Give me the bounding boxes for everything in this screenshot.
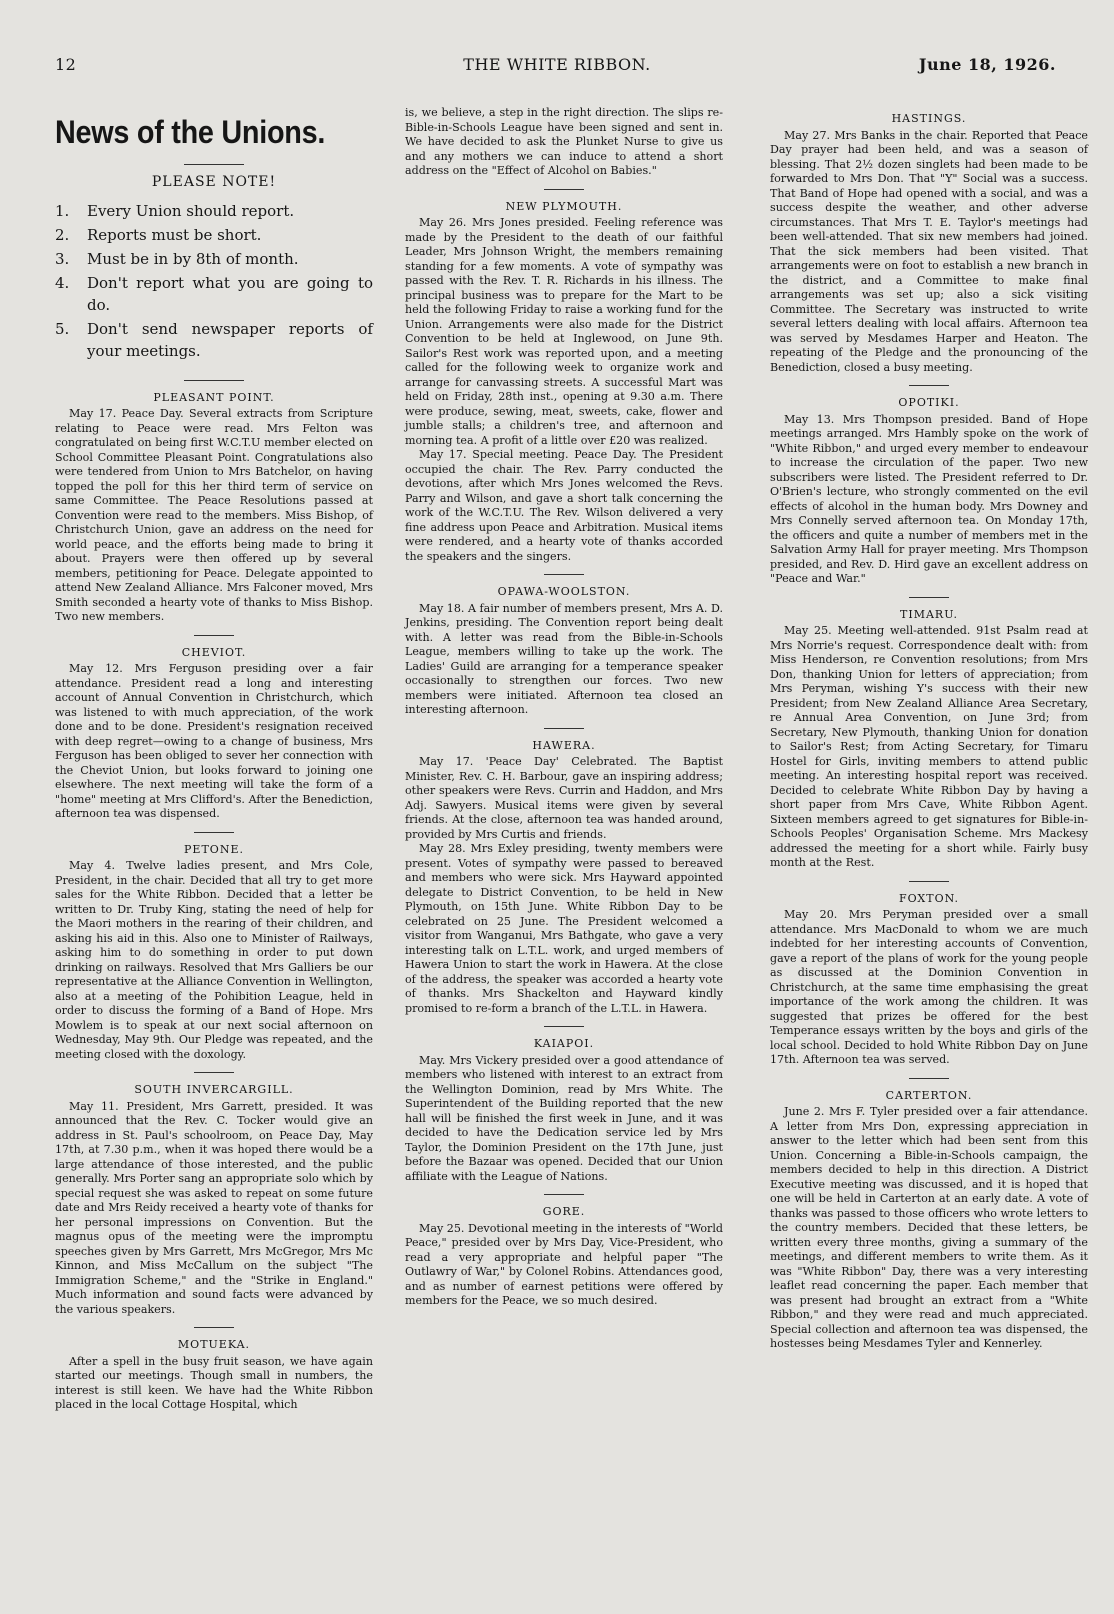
note-number: 4. <box>55 273 70 292</box>
note-text: Don't report what you are going to do. <box>87 273 373 314</box>
union-report-hastings <box>770 112 1088 375</box>
note-item <box>55 248 373 270</box>
report-title: CHEVIOT. <box>181 645 247 659</box>
divider <box>909 881 949 882</box>
report-title: TIMARU. <box>900 607 958 621</box>
note-number: 1. <box>55 201 70 220</box>
report-paragraph: June 2. Mrs F. Tyler presided over a fair attendance. A letter from Mrs Don, expressing appreciation in answer to the letter which had been sent from this Union. Concerning a Bible-in-Schools campaign, the members decided to help in this direction. A District Executive meeting was discussed, and it is hoped that one will be held in Carterton at an early date. A vote of thanks was passed to those officers who wrote letters to the country members. Decided that these letters, be written every three months, giving a summary of the meetings, and different members to write them. As it was "White Ribbon" Day, there was a very interesting leaflet read concerning the paper. Each member that was present had brought an extract from a "White Ribbon," and they were read and much appreciated. Special collection and afternoon tea was dispensed, the hostesses being Mesdames Tyler and Kennerley. <box>770 1105 1088 1350</box>
report-paragraph: May 20. Mrs Peryman presided over a small attendance. Mrs MacDonald to whom we are much indebted for her interesting accounts of Convention, gave a report of the plans of work for the young people as discussed at the Dominion Convention in Christchurch, at the same time emphasising the great importance of the work among the children. It was suggested that prizes be offered for the best Temperance essays written by the boys and girls of the local school. Decided to hold White Ribbon Day on June 17th. Afternoon tea was served. <box>770 908 1088 1066</box>
note-item <box>55 272 373 316</box>
report-paragraph: May 13. Mrs Thompson presided. Band of Hope meetings arranged. Mrs Hambly spoke on the work of "White Ribbon," and urged every member to endeavour to increase the circulation of the paper. Two new subscribers were listed. The President referred to Dr. O'Brien's lecture, who strongly commented on the evil effects of alcohol in the human body. Mrs Downey and Mrs Connelly served afternoon tea. On Monday 17th, the officers and quite a number of members met in the Salvation Army Hall for prayer meeting. Mrs Thompson presided, and Rev. D. Hird gave an excellent address on "Peace and War." <box>770 412 1088 585</box>
report-title: HASTINGS. <box>891 112 967 125</box>
union-report-gore <box>405 1194 723 1309</box>
note-text: Every Union should report. <box>87 201 295 220</box>
report-paragraph: May 17. Peace Day. Several extracts from Scripture relating to Peace were read. Mrs Felton was congratulated on being first W.C.T.U member elected on School Committee Pleasant Point. Congratulations also were tendered from Union to Mrs Batchelor, on having topped the poll for this her third term of service on same Committee. The Peace Resolutions passed at Convention were read to the members. Miss Bishop, of Christchurch Union, gave an address on the need for world peace, and the efforts being made to bring it about. Prayers were then offered up by several members, petitioning for Peace. Delegate appointed to attend New Zealand Alliance. Mrs Falconer moved, Mrs Smith seconded a hearty vote of thanks to Miss Bishop. Two new members. <box>55 407 373 623</box>
union-report-carterton <box>770 1078 1088 1352</box>
union-report-hawera <box>405 728 723 1017</box>
report-paragraph: is, we believe, a step in the right direction. The slips re-Bible-in-Schools League have been signed and sent in. We have decided to ask the Plunket Nurse to give us and any mothers we can induce to attend a short address on the "Effect of Alcohol on Babies." <box>405 106 723 177</box>
union-report-petone <box>55 832 373 1063</box>
report-paragraph: May 28. Mrs Exley presiding, twenty members were present. Votes of sympathy were passed to bereaved and members who were sick. Mrs Hayward appointed delegate to District Convention, to be held in New Plymouth, on 15th June. White Ribbon Day to be celebrated on 25 June. The President welcomed a visitor from Wanganui, Mrs Bathgate, who gave a very interesting talk on L.T.L. work, and urged members of Hawera Union to start the work in Hawera. At the close of the address, the speaker was accorded a hearty vote of thanks. Mrs Shackelton and Hayward kindly promised to re-form a branch of the L.T.L. in Hawera. <box>405 842 723 1015</box>
report-title: OPAWA-WOOLSTON. <box>497 585 631 598</box>
union-report-motueka <box>55 1327 373 1413</box>
union-report-opotiki <box>770 385 1088 587</box>
issue-date: June 18, 1926. <box>918 55 1056 74</box>
union-report-opawa-woolston <box>405 574 723 718</box>
report-paragraph: May. Mrs Vickery presided over a good attendance of members who listened with interest to an extract from the Wellington Dominion, read by Mrs White. The Superintendent of the Building reported that the new hall will be finished the first week in June, and it was decided to have the Dedication service led by Mrs Taylor, the Dominion President on the 17th June, just before the Bazaar was opened. Decided that our Union affiliate with the League of Nations. <box>405 1053 723 1183</box>
report-paragraph: May 25. Meeting well-attended. 91st Psalm read at Mrs Norrie's request. Correspondence dealt with: from Miss Henderson, re Convention resolutions; from Mrs Don, thanking Union for letters of appreciation; from Mrs Peryman, wishing Y's success with their new President; from New Zealand Alliance Area Secretary, re Annual Area Convention, on June 3rd; from Secretary, New Plymouth, thanking Union for donation to Sailor's Rest; from Acting Secretary, for Timaru Hostel for Girls, inviting members to attend public meeting. An interesting hospital report was received. Decided to celebrate White Ribbon Day by having a short paper from Mrs Cave, White Ribbon Agent. Sixteen members agreed to get signatures for Bible-in-Schools Peoples' Organisation Scheme. Mrs Mackesy addressed the meeting for a short while. Fairly busy month at the Rest. <box>770 624 1088 869</box>
union-report-continued <box>405 106 723 179</box>
note-number: 3. <box>55 249 70 268</box>
report-paragraph: May 12. Mrs Ferguson presiding over a fair attendance. President read a long and interesting account of Annual Convention in Christchurch, which was listened to with much appreciation, of the work done and to be done. President's resignation received with deep regret—owing to a change of business, Mrs Ferguson has been obliged to sever her connection with the Cheviot Union, but looks forward to joining one elsewhere. The next meeting will take the form of a "home" meeting at Mrs Clifford's. After the Benediction, afternoon tea was dispensed. <box>55 662 373 820</box>
report-title: PLEASANT POINT. <box>153 390 275 404</box>
report-paragraph: May 27. Mrs Banks in the chair. Reported that Peace Day prayer had been held, and was a season of blessing. That 2½ dozen singlets had been made to be forwarded to Mrs Don. That "Y" Social was a success. That Band of Hope had opened with a social, and was a success despite the weather, and other adverse circumstances. That Mrs T. E. Taylor's meetings had been well-attended. That six new members had joined. That the sick members had been visited. That arrangements were on foot to establish a new branch in the district, and a Committee to make final arrangements was set up; also a sick visiting Committee. The Secretary was instructed to write several letters dealing with local affairs. Afternoon tea was served by Mesdames Harper and Heaton. The repeating of the Pledge and the pronouncing of the Benediction, closed a busy meeting. <box>770 128 1088 374</box>
column-3 <box>770 106 1088 1356</box>
note-item <box>55 318 373 362</box>
report-paragraph: May 17. 'Peace Day' Celebrated. The Baptist Minister, Rev. C. H. Barbour, gave an inspiring address; other speakers were Revs. Currin and Haddon, and Mrs Adj. Sawyers. Musical items were given by several friends. At the close, afternoon tea was handed around, provided by Mrs Curtis and friends. <box>405 755 723 841</box>
divider <box>184 380 244 381</box>
report-paragraph: May 17. Special meeting. Peace Day. The President occupied the chair. The Rev. Parry conducted the devotions, after which Mrs Jones welcomed the Revs. Parry and Wilson, and gave a short talk concerning the work of the W.C.T.U. The Rev. Wilson delivered a very fine address upon Peace and Arbitration. Musical items were rendered, and a hearty vote of thanks accorded the speakers and the singers. <box>405 448 723 563</box>
report-title: NEW PLYMOUTH. <box>505 199 623 213</box>
divider <box>184 164 244 165</box>
report-title: MOTUEKA. <box>177 1338 251 1351</box>
report-title: CARTERTON. <box>885 1088 973 1102</box>
divider <box>544 574 584 575</box>
note-heading: PLEASE NOTE! <box>151 174 277 190</box>
divider <box>544 728 584 729</box>
divider <box>544 1194 584 1195</box>
divider <box>194 1327 234 1328</box>
divider <box>194 635 234 636</box>
report-paragraph: May 25. Devotional meeting in the interests of "World Peace," presided over by Mrs Day, Vice-President, who read a very appropriate and helpful paper "The Outlawry of War," by Colonel Robins. Attendances good, and as number of earnest petitions were offered by members for the Peace, we so much desired. <box>405 1221 723 1307</box>
report-paragraph: May 26. Mrs Jones presided. Feeling reference was made by the President to the death of our faithful Leader, Mrs Johnson Wright, the members remaining standing for a few moments. A vote of sympathy was passed with the Rev. T. R. Richards in his illness. The principal business was to prepare for the Mart to be held the following Friday to raise a working fund for the Union. Arrangements were also made for the District Convention to be held at Inglewood, on June 9th. Sailor's Rest work was reported upon, and a meeting called for the following week to organize work and arrange for canvassing streets. A successful Mart was held on Friday, 28th inst., opening at 9.30 a.m. There were produce, sewing, meat, sweets, cake, flower and jumble stalls; a children's tree, and afternoon and morning tea. A profit of a little over £20 was realized. <box>405 216 723 447</box>
column-2 <box>405 106 723 1313</box>
report-paragraph: May 11. President, Mrs Garrett, presided. It was announced that the Rev. C. Tocker would give an address in St. Paul's schoolroom, on Peace Day, May 17th, at 7.30 p.m., when it was hoped there would be a large attendance of those interested, and the public generally. Mrs Porter sang an appropriate solo which by special request she was asked to repeat on some future date and Mrs Reidy received a hearty vote of thanks for her personal impressions on Convention. But the magnus opus of the meeting were the impromptu speeches given by Mrs Garrett, Mrs McGregor, Mrs Mc Kinnon, and Miss McCallum on the subject "The Immigration Scheme," and the "Strike in England." Much information and sound facts were advanced by the various speakers. <box>55 1099 373 1316</box>
report-title: FOXTON. <box>898 891 960 905</box>
report-title: SOUTH INVERCARGILL. <box>134 1083 294 1096</box>
divider <box>909 597 949 598</box>
column-1 <box>55 112 373 1417</box>
report-paragraph: May 4. Twelve ladies present, and Mrs Cole, President, in the chair. Decided that all try to get more sales for the White Ribbon. Decided that a letter be written to Dr. Truby King, stating the need of help for the Maori mothers in the rearing of their children, and asking his aid in this. Also one to Minister of Railways, asking him to do something in order to put down drinking on railways. Resolved that Mrs Galliers be our representative at the Alliance Convention in Wellington, also at a meeting of the Pohibition League, held in order to discuss the forming of a Band of Hope. Mrs Mowlem is to speak at our next social afternoon on Wednesday, May 9th. Our Pledge was repeated, and the meeting closed with the doxology. <box>55 859 373 1061</box>
note-item <box>55 200 373 222</box>
divider <box>194 832 234 833</box>
report-title: HAWERA. <box>532 738 596 752</box>
page-title: News of the Unions. <box>55 114 326 150</box>
divider <box>194 1072 234 1073</box>
column-1-sections <box>55 391 373 1413</box>
report-paragraph: After a spell in the busy fruit season, we have again started our meetings. Though small in numbers, the interest is still keen. We have had the White Ribbon placed in the local Cottage Hospital, which <box>55 1354 373 1411</box>
union-report-foxton <box>770 881 1088 1068</box>
note-text: Don't send newspaper reports of your meetings. <box>87 319 373 360</box>
union-report-new-plymouth <box>405 189 723 565</box>
note-item <box>55 224 373 246</box>
divider <box>909 385 949 386</box>
union-report-pleasant-point <box>55 391 373 625</box>
page-number: 12 <box>55 55 77 74</box>
report-paragraph: May 18. A fair number of members present, Mrs A. D. Jenkins, presiding. The Convention report being dealt with. A letter was read from the Bible-in-Schools League, members willing to take up the work. The Ladies' Guild are arranging for a temperance speaker occasionally to strengthen our forces. Two new members were initiated. Afternoon tea closed an interesting afternoon. <box>405 601 723 716</box>
union-report-cheviot <box>55 635 373 822</box>
divider <box>544 189 584 190</box>
union-report-south-invercargill <box>55 1072 373 1317</box>
report-title: PETONE. <box>184 842 244 856</box>
note-number: 2. <box>55 225 70 244</box>
note-number: 5. <box>55 319 70 338</box>
divider <box>909 1078 949 1079</box>
divider <box>544 1026 584 1027</box>
note-text: Reports must be short. <box>87 225 262 244</box>
publication-title: THE WHITE RIBBON. <box>463 55 651 74</box>
note-text: Must be in by 8th of month. <box>87 249 299 268</box>
union-report-timaru <box>770 597 1088 871</box>
report-title: GORE. <box>542 1205 586 1218</box>
union-report-kaiapoi <box>405 1026 723 1184</box>
note-list <box>55 200 373 362</box>
report-title: OPOTIKI. <box>898 396 960 409</box>
report-title: KAIAPOI. <box>533 1037 595 1050</box>
